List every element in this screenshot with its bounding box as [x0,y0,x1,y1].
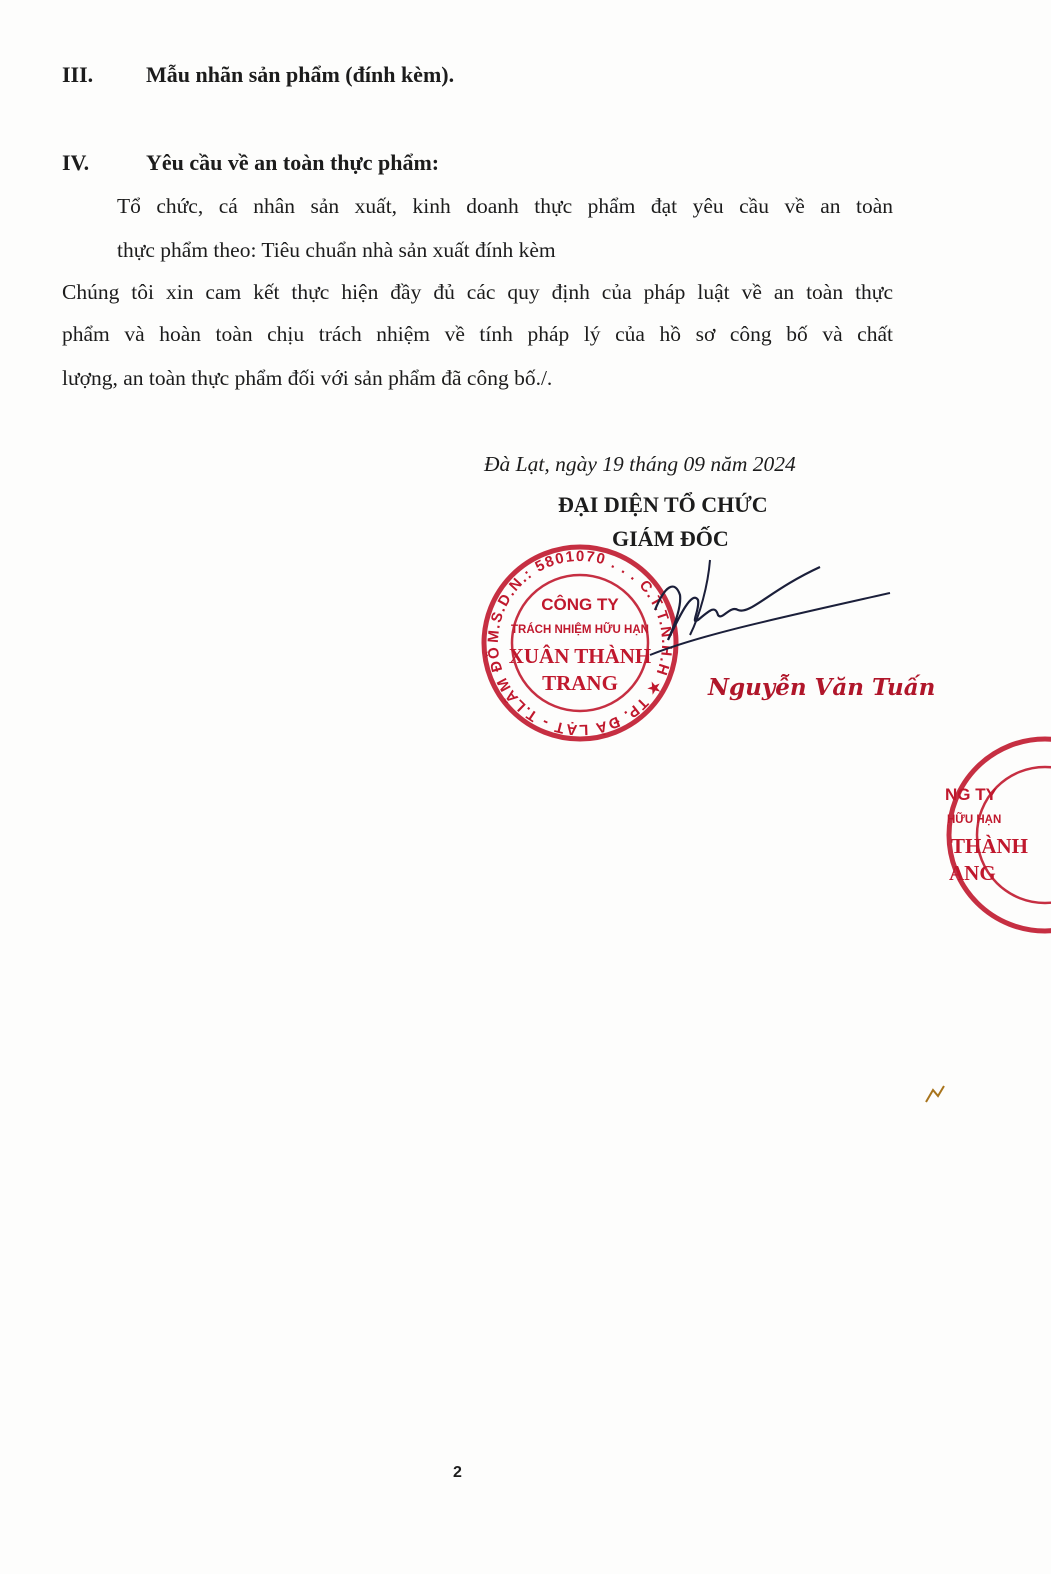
handwritten-signature [620,555,910,665]
place-date: Đà Lạt, ngày 19 tháng 09 năm 2024 [484,452,796,476]
speck-mark [924,1082,946,1104]
section-title-iii: Mẫu nhãn sản phẩm (đính kèm). [146,62,455,87]
stamp-line-1: CÔNG TY [541,595,619,614]
section-number-iv: IV. [62,150,90,175]
partial-stamp-line-4: ANG [949,861,996,885]
signatory-title: ĐẠI DIỆN TỔ CHỨC [558,492,768,517]
commitment-line-2: phẩm và hoàn toàn chịu trách nhiệm về tính pháp lý của hồ sơ công bố và chất [62,322,893,346]
partial-stamp [945,730,1051,940]
partial-stamp-line-3: THÀNH [951,834,1029,858]
commitment-line-3: lượng, an toàn thực phẩm đối với sản phẩm đã công bố./. [62,366,553,390]
partial-stamp-line-2: HỮU HẠN [947,814,1002,826]
page-number: 2 [453,1464,462,1481]
section-iv-body-line-1: Tổ chức, cá nhân sản xuất, kinh doanh thực phẩm đạt yêu cầu về an toàn [117,194,893,218]
section-iv-body-line-2: thực phẩm theo: Tiêu chuẩn nhà sản xuất đính kèm [117,238,556,262]
partial-stamp-line-1: NG TY [945,785,997,804]
stamp-line-4: TRANG [542,671,618,695]
svg-text:M.S.D.N.: 5801070 . . . C.T.T.: M.S.D.N.: 5801070 . . . C.T.T.N.H.H ★ TP. ĐÀ LẠT - T.LÂM ĐỒNG ★ [472,527,676,739]
stamp-line-2: TRÁCH NHIỆM HỮU HẠN [511,624,649,636]
section-title-iv: Yêu cầu về an toàn thực phẩm: [146,150,440,175]
commitment-line-1: Chúng tôi xin cam kết thực hiện đầy đủ các quy định của pháp luật về an toàn thực [62,280,893,304]
section-number-iii: III. [62,62,94,87]
stamp-line-3: XUÂN THÀNH [508,644,652,668]
signatory-position: GIÁM ĐỐC [612,526,729,551]
signer-name: Nguyễn Văn Tuấn [708,674,936,701]
